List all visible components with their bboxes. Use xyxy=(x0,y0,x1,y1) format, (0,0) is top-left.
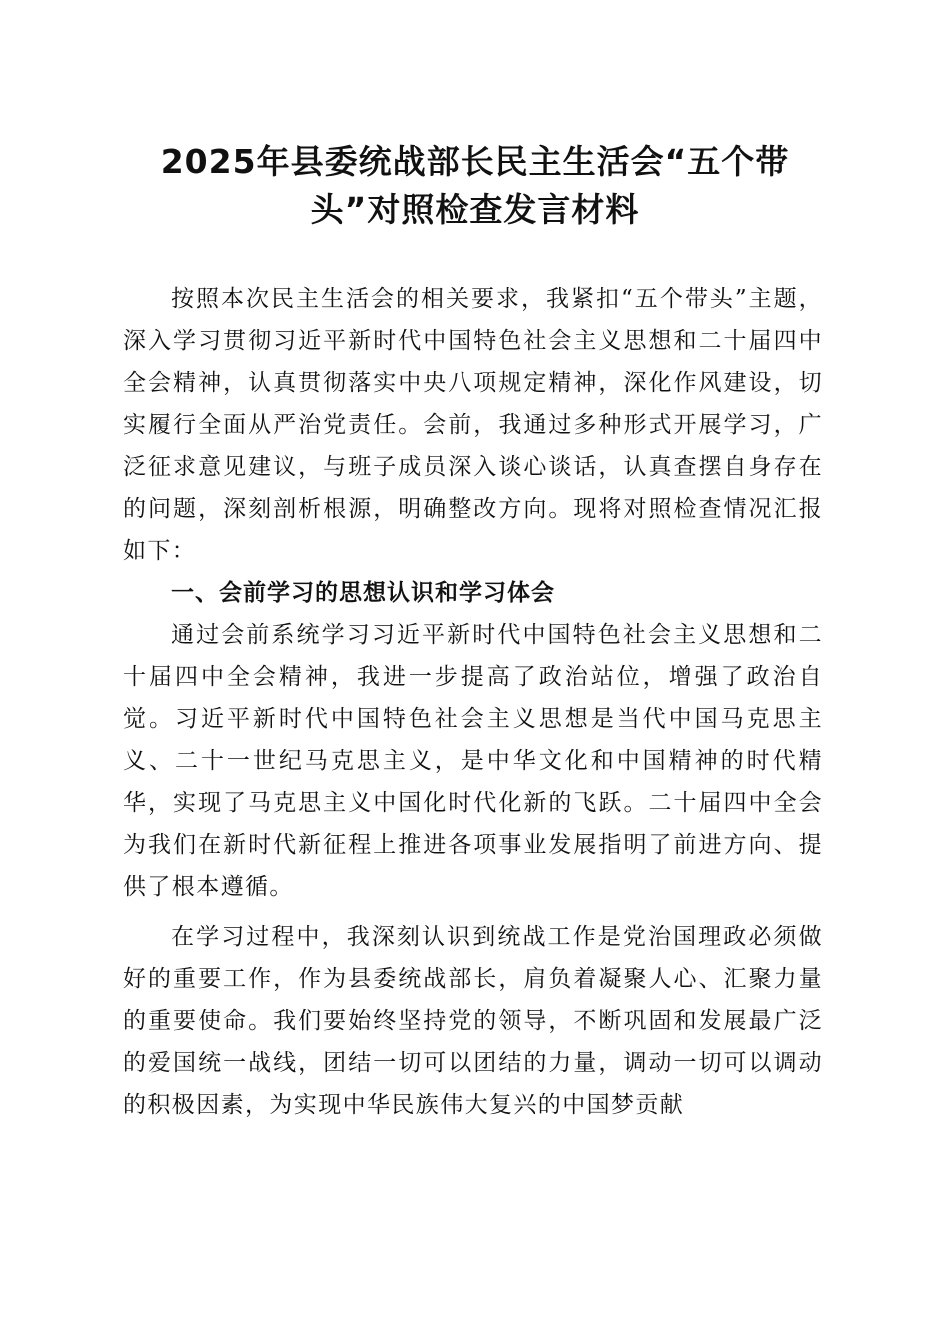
section-heading-1: 一、会前学习的思想认识和学习体会 xyxy=(171,580,555,606)
paragraph-intro: 按照本次民主生活会的相关要求，我紧扣“五个带头”主题，深入学习贯彻习近平新时代中国特色社会主义思想和二十届四中全会精神，认真贯彻落实中央八项规定精神，深化作风建设，切实履行全面从严治党责任。会前，我通过多种形式开展学习，广泛征求意见建议，与班子成员深入谈心谈话，认真查摆自身存在的问题，深刻剖析根源，明确整改方向。现将对照检查情况汇报如下： xyxy=(123,286,823,564)
document-body xyxy=(123,278,823,1126)
paragraph-united-front: 在学习过程中，我深刻认识到统战工作是党治国理政必须做好的重要工作，作为县委统战部长，肩负着凝聚人心、汇聚力量的重要使命。我们要始终坚持党的领导，不断巩固和发展最广泛的爱国统一战线，团结一切可以团结的力量，调动一切可以调动的积极因素，为实现中华民族伟大复兴的中国梦贡献 xyxy=(123,924,823,1118)
title-line-2: 头”对照检查发言材料 xyxy=(310,190,640,229)
document-title xyxy=(130,138,820,234)
paragraph-study: 通过会前系统学习习近平新时代中国特色社会主义思想和二十届四中全会精神，我进一步提高了政治站位，增强了政治自觉。习近平新时代中国特色社会主义思想是当代中国马克思主义、二十一世纪马克思主义，是中华文化和中国精神的时代精华，实现了马克思主义中国化时代化新的飞跃。二十届四中全会为我们在新时代新征程上推进各项事业发展指明了前进方向、提供了根本遵循。 xyxy=(123,622,823,900)
title-line-1: 2025年县委统战部长民主生活会“五个带 xyxy=(160,142,790,181)
